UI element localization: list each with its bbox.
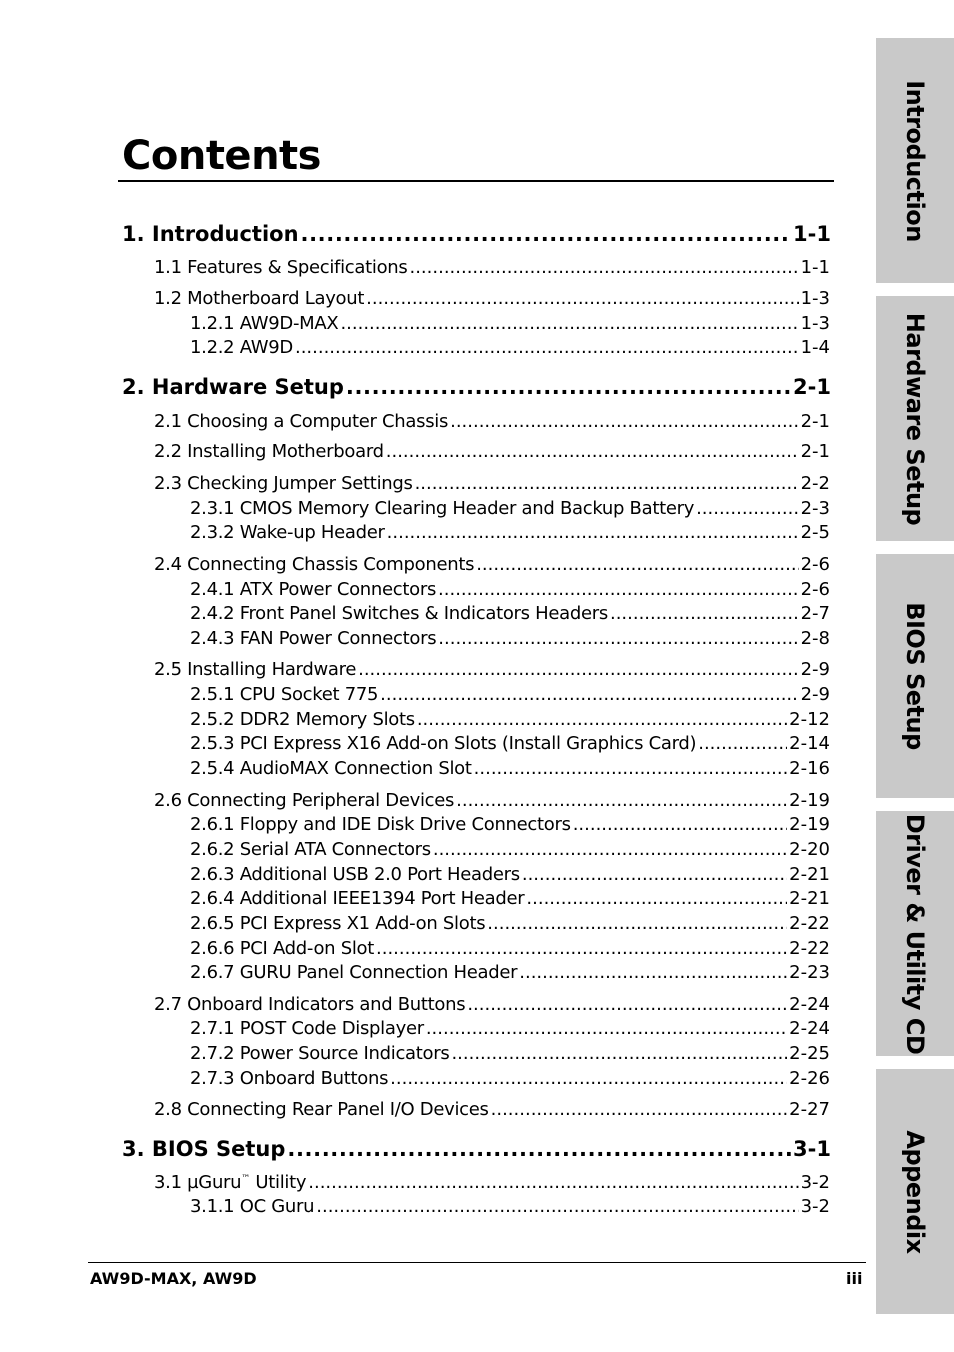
toc-page-number: 2-24 [789, 994, 830, 1015]
toc-page-number: 2-6 [800, 579, 830, 600]
toc-dot-leader [387, 522, 799, 543]
toc-dot-leader [316, 1196, 798, 1217]
toc-dot-leader [467, 994, 787, 1015]
toc-dot-leader [417, 709, 787, 730]
toc-dot-leader [698, 733, 787, 754]
toc-entry-level-2[interactable] [154, 473, 830, 497]
toc-entry-title: 2.4.2 Front Panel Switches & Indicators Headers [190, 603, 608, 624]
toc-entry-level-2[interactable] [154, 554, 830, 578]
toc-dot-leader [450, 411, 799, 432]
toc-page-number: 2-8 [800, 628, 830, 649]
toc-entry-level-2[interactable] [154, 1099, 830, 1123]
toc-page-number: 1-1 [793, 222, 831, 246]
toc-page-number: 2-7 [800, 603, 830, 624]
toc-entry-level-1[interactable] [122, 375, 831, 403]
toc-entry-level-3[interactable] [190, 1196, 830, 1220]
toc-dot-leader [456, 790, 787, 811]
toc-entry-title: 3.1.1 OC Guru [190, 1196, 315, 1217]
toc-page-number: 2-9 [800, 684, 830, 705]
toc-dot-leader [415, 473, 799, 494]
toc-page-number: 2-25 [789, 1043, 830, 1064]
toc-page-number: 2-5 [800, 522, 830, 543]
toc-entry-title: 2.3 Checking Jumper Settings [154, 473, 413, 494]
toc-entry-level-3[interactable] [190, 603, 830, 627]
page-title: Contents [122, 133, 321, 179]
toc-dot-leader [474, 758, 787, 779]
toc-entry-level-3[interactable] [190, 888, 830, 912]
toc-dot-leader [696, 498, 799, 519]
toc-entry-level-2[interactable] [154, 257, 830, 281]
toc-dot-leader [380, 684, 798, 705]
toc-dot-leader [519, 962, 787, 983]
toc-entry-title: 2.6.1 Floppy and IDE Disk Drive Connectors [190, 814, 571, 835]
toc-entry-title: 1.2 Motherboard Layout [154, 288, 365, 309]
toc-entry-level-3[interactable] [190, 864, 830, 888]
toc-entry-title: 2.5 Installing Hardware [154, 659, 357, 680]
toc-page-number: 2-6 [800, 554, 830, 575]
toc-dot-leader [301, 222, 792, 246]
toc-entry-title: 1.1 Features & Specifications [154, 257, 408, 278]
toc-entry-title: 2.3.2 Wake-up Header [190, 522, 385, 543]
footer-model: AW9D-MAX, AW9D [90, 1269, 257, 1288]
toc-entry-title: 2.5.4 AudioMAX Connection Slot [190, 758, 472, 779]
tab-driver-utility-cd[interactable] [876, 811, 954, 1056]
toc-dot-leader [409, 257, 798, 278]
toc-entry-level-2[interactable] [154, 790, 830, 814]
tab-appendix[interactable] [876, 1069, 954, 1314]
toc-entry-title: 2.5.1 CPU Socket 775 [190, 684, 379, 705]
toc-page-number: 2-12 [789, 709, 830, 730]
toc-entry-level-3[interactable] [190, 522, 830, 546]
toc-entry-title: 2.6.4 Additional IEEE1394 Port Header [190, 888, 525, 909]
toc-dot-leader [438, 628, 798, 649]
toc-entry-title: 2.7.2 Power Source Indicators [190, 1043, 450, 1064]
toc-dot-leader [491, 1099, 788, 1120]
toc-entry-title: 2.6.7 GURU Panel Connection Header [190, 962, 518, 983]
toc-entry-level-3[interactable] [190, 962, 830, 986]
toc-entry-level-2[interactable] [154, 659, 830, 683]
toc-dot-leader [522, 864, 787, 885]
toc-page-number: 3-2 [800, 1172, 830, 1193]
toc-entry-level-3[interactable] [190, 498, 830, 522]
toc-page-number: 2-24 [789, 1018, 830, 1039]
toc-page-number: 2-1 [793, 375, 831, 399]
toc-page-number: 2-9 [800, 659, 830, 680]
toc-page-number: 1-4 [800, 337, 830, 358]
footer-rule [88, 1262, 866, 1263]
toc-entry-title: 2.1 Choosing a Computer Chassis [154, 411, 449, 432]
toc-page-number: 2-23 [789, 962, 830, 983]
tab-introduction[interactable] [876, 38, 954, 283]
toc-entry-level-3[interactable] [190, 733, 830, 757]
toc-entry-title: 2.2 Installing Motherboard [154, 441, 384, 462]
toc-entry-level-1[interactable] [122, 1137, 831, 1165]
toc-entry-level-3[interactable] [190, 1018, 830, 1042]
toc-entry-level-1[interactable] [122, 222, 831, 250]
toc-entry-level-3[interactable] [190, 579, 830, 603]
toc-dot-leader [295, 337, 799, 358]
toc-entry-title: 2.4.1 ATX Power Connectors [190, 579, 437, 600]
toc-dot-leader [287, 1137, 791, 1161]
toc-page-number: 2-21 [789, 888, 830, 909]
toc-entry-title: 2.5.3 PCI Express X16 Add-on Slots (Install Graphics Card) [190, 733, 697, 754]
toc-page-number: 2-3 [800, 498, 830, 519]
toc-page-number: 2-20 [789, 839, 830, 860]
toc-dot-leader [426, 1018, 787, 1039]
toc-entry-level-3[interactable] [190, 938, 830, 962]
toc-entry-title: 2.8 Connecting Rear Panel I/O Devices [154, 1099, 489, 1120]
toc-dot-leader [451, 1043, 787, 1064]
toc-entry-level-3[interactable] [190, 313, 830, 337]
toc-page-number: 2-19 [789, 814, 830, 835]
toc-page-number: 2-2 [800, 473, 830, 494]
toc-page-number: 2-22 [789, 913, 830, 934]
tab-bios-setup[interactable] [876, 554, 954, 798]
tab-label: Driver & Utility CD [901, 813, 929, 1054]
toc-entry-title: 2.4.3 FAN Power Connectors [190, 628, 437, 649]
trademark-symbol: ™ [241, 1174, 250, 1184]
tab-label: Appendix [901, 1129, 929, 1254]
toc-page-number: 2-19 [789, 790, 830, 811]
toc-dot-leader [610, 603, 799, 624]
toc-page-number: 3-2 [800, 1196, 830, 1217]
toc-entry-title: 2.7.1 POST Code Displayer [190, 1018, 424, 1039]
toc-entry-title: 2.7 Onboard Indicators and Buttons [154, 994, 466, 1015]
toc-entry-level-2[interactable] [154, 288, 830, 312]
toc-dot-leader [308, 1172, 798, 1193]
toc-dot-leader [433, 839, 787, 860]
toc-entry-title: 1.2.2 AW9D [190, 337, 293, 358]
toc-page-number: 1-3 [800, 288, 830, 309]
tab-label: BIOS Setup [901, 602, 929, 750]
footer-page-number: iii [846, 1269, 863, 1288]
toc-page-number: 1-3 [800, 313, 830, 334]
toc-entry-title: 2.7.3 Onboard Buttons [190, 1068, 389, 1089]
toc-entry-title: 2.6.5 PCI Express X1 Add-on Slots [190, 913, 486, 934]
toc-entry-level-2[interactable] [154, 411, 830, 435]
toc-entry-level-3[interactable] [190, 709, 830, 733]
toc-entry-title: 1. Introduction [122, 222, 299, 246]
toc-page-number: 2-1 [800, 441, 830, 462]
toc-entry-title: 2.6 Connecting Peripheral Devices [154, 790, 455, 811]
toc-entry-title: 3. BIOS Setup [122, 1137, 286, 1161]
toc-page-number: 2-16 [789, 758, 830, 779]
toc-entry-level-3[interactable] [190, 628, 830, 652]
tab-label: Hardware Setup [901, 312, 929, 525]
toc-dot-leader [573, 814, 787, 835]
toc-page-number: 2-21 [789, 864, 830, 885]
toc-entry-title: 2.4 Connecting Chassis Components [154, 554, 475, 575]
toc-dot-leader [438, 579, 799, 600]
toc-page-number: 2-1 [800, 411, 830, 432]
toc-dot-leader [358, 659, 798, 680]
toc-entry-level-3[interactable] [190, 337, 830, 361]
toc-dot-leader [366, 288, 798, 309]
toc-entry-title: 2.3.1 CMOS Memory Clearing Header and Backup Battery [190, 498, 695, 519]
toc-entry-title: 3.1 µGuru™ Utility [154, 1172, 307, 1193]
toc-page-number: 2-22 [789, 938, 830, 959]
toc-dot-leader [390, 1068, 787, 1089]
toc-dot-leader [346, 375, 791, 399]
section-tabs [876, 0, 954, 1352]
toc-page-number: 2-14 [789, 733, 830, 754]
toc-page-number: 3-1 [793, 1137, 831, 1161]
toc-entry-level-3[interactable] [190, 1068, 830, 1092]
tab-label: Introduction [901, 79, 929, 242]
tab-hardware-setup[interactable] [876, 296, 954, 541]
toc-page-number: 2-27 [789, 1099, 830, 1120]
toc-entry-level-3[interactable] [190, 684, 830, 708]
toc-entry-level-3[interactable] [190, 839, 830, 863]
toc-entry-title: 2.6.6 PCI Add-on Slot [190, 938, 374, 959]
toc-entry-title: 2.6.2 Serial ATA Connectors [190, 839, 431, 860]
toc-entry-level-3[interactable] [190, 758, 830, 782]
toc-dot-leader [376, 938, 787, 959]
toc-entry-level-2[interactable] [154, 1172, 830, 1196]
toc-entry-title: 2. Hardware Setup [122, 375, 344, 399]
toc-dot-leader [476, 554, 798, 575]
toc-entry-title: 1.2.1 AW9D-MAX [190, 313, 339, 334]
toc-entry-level-3[interactable] [190, 814, 830, 838]
toc-dot-leader [340, 313, 798, 334]
toc-entry-level-2[interactable] [154, 441, 830, 465]
toc-entry-level-2[interactable] [154, 994, 830, 1018]
toc-entry-level-3[interactable] [190, 1043, 830, 1067]
toc-entry-level-3[interactable] [190, 913, 830, 937]
toc-entry-title: 2.5.2 DDR2 Memory Slots [190, 709, 415, 730]
toc-dot-leader [526, 888, 787, 909]
toc-dot-leader [386, 441, 799, 462]
toc-page-number: 2-26 [789, 1068, 830, 1089]
toc-page-number: 1-1 [800, 257, 830, 278]
toc-dot-leader [487, 913, 787, 934]
toc-entry-title: 2.6.3 Additional USB 2.0 Port Headers [190, 864, 520, 885]
